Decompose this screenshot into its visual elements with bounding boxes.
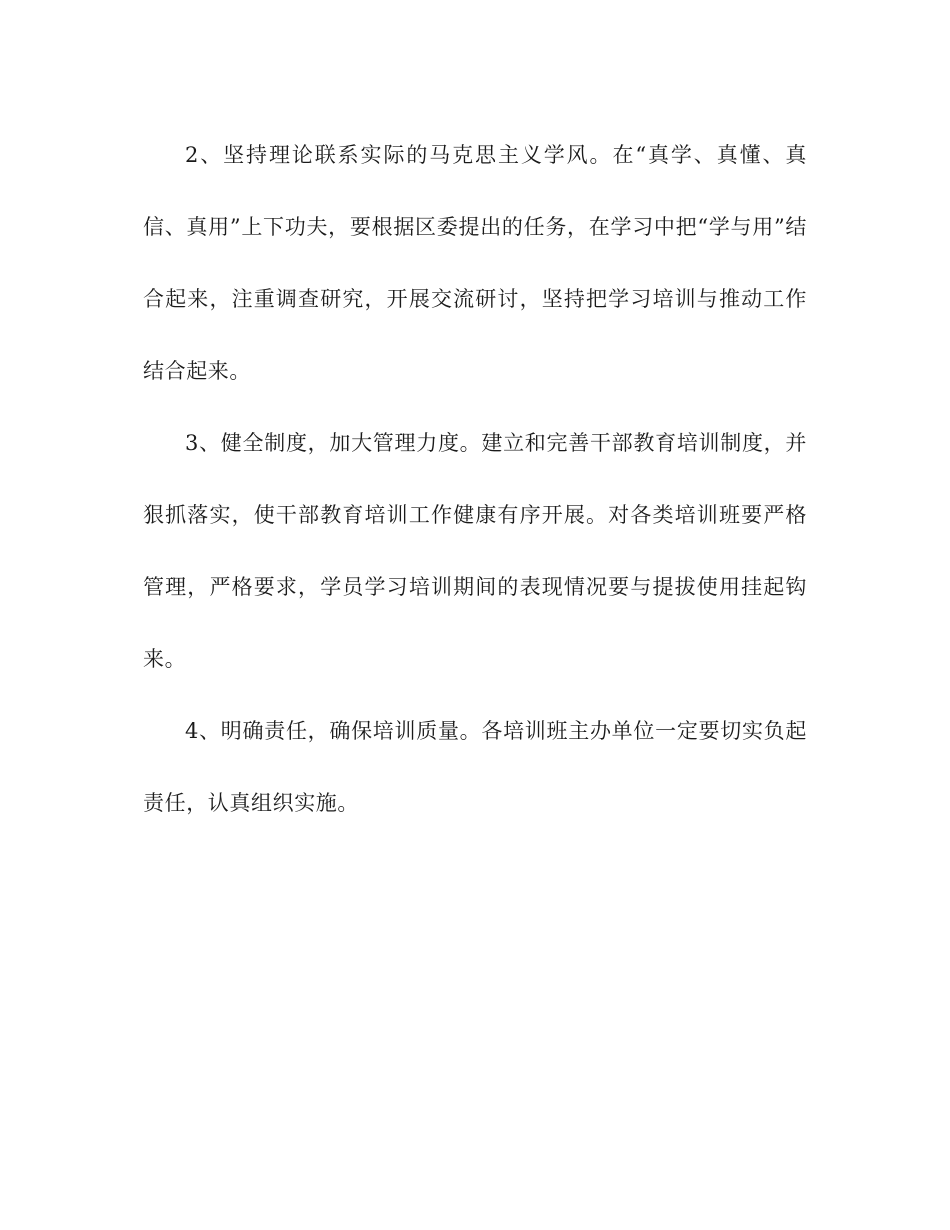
document-body — [143, 119, 807, 839]
paragraph-study-style: 2、坚持理论联系实际的马克思主义学风。在“真学、真懂、真信、真用”上下功夫，要根据区委提出的任务，在学习中把“学与用”结合起来，注重调查研究，开展交流研讨，坚持把学习培训与推动工作结合起来。 — [143, 143, 807, 383]
paragraph-management-system: 3、健全制度，加大管理力度。建立和完善干部教育培训制度，并狠抓落实，使干部教育培训工作健康有序开展。对各类培训班要严格管理，严格要求，学员学习培训期间的表现情况要与提拔使用挂起钩来。 — [143, 431, 807, 671]
paragraph-responsibility: 4、明确责任，确保培训质量。各培训班主办单位一定要切实负起责任，认真组织实施。 — [143, 719, 807, 815]
